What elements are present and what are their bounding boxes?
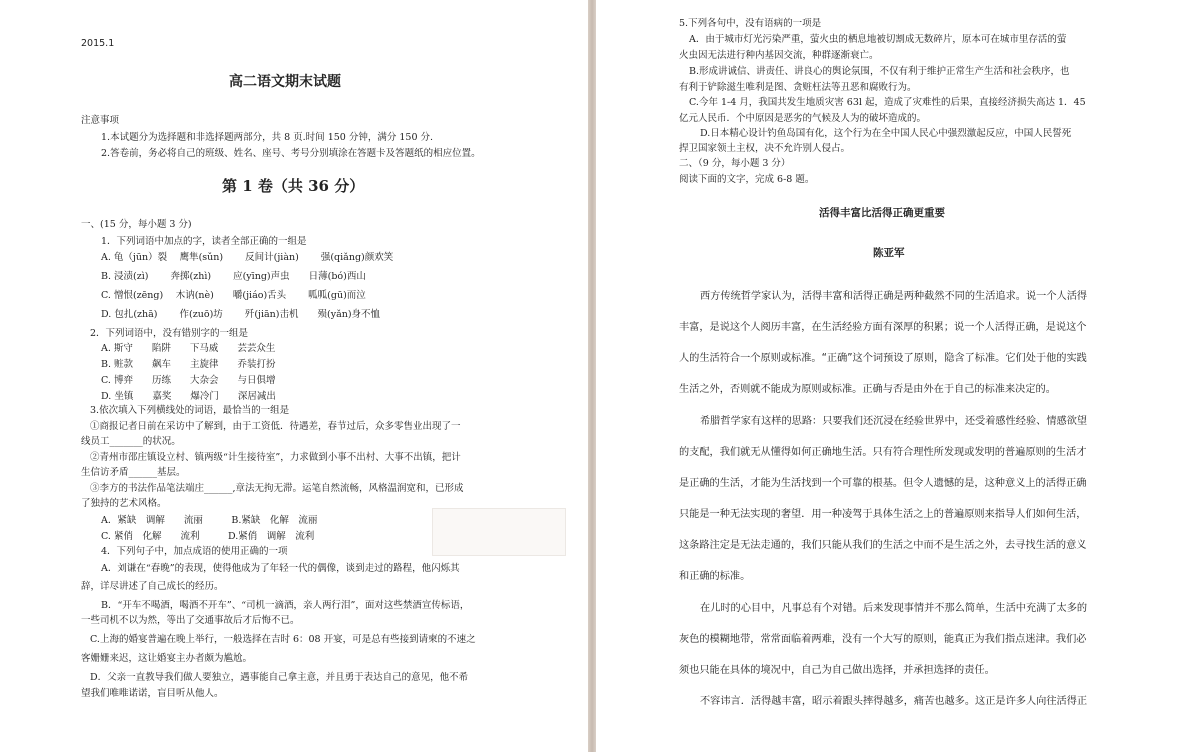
article-line: 是正确的生活，才能为生活找到一个可靠的根基。但令人遗憾的是，这种意义上的活得正确 <box>679 478 1087 489</box>
question-line: ①商报记者日前在采访中了解到，由于工资低．待遇差，春节过后，众多零售业出现了一 <box>90 421 461 432</box>
exam-title: 高二语文期末试题 <box>229 74 341 90</box>
right-page <box>596 0 1179 752</box>
question-stem: 4．下列句子中，加点成语的使用正确的一项 <box>101 546 288 557</box>
article-line: 不容讳言．活得越丰富，昭示着跟头摔得越多，痛苦也越多。这正是许多人向往活得正 <box>700 696 1088 707</box>
reading-instruction: 阅读下面的文字，完成 6-8 题。 <box>679 174 815 185</box>
article-line: 西方传统哲学家认为，活得丰富和活得正确是两种截然不同的生活追求。说一个人活得 <box>700 291 1088 302</box>
article-line: 须也只能在具体的境况中，自己为自己做出选择，并承担选择的责任。 <box>679 665 995 676</box>
section-title: 第 1 卷（共 36 分） <box>222 177 365 195</box>
question-line: 有利于铲除滋生唯利是图、贪赃枉法等丑恶和腐败行为。 <box>679 82 917 93</box>
question-line: 生信访矛盾______基层。 <box>81 467 186 478</box>
question-line: 辞，详尽讲述了自己成长的经历。 <box>81 581 224 592</box>
option-line: A. 龟（jūn）裂 鹰隼(sǔn) 反间计(jiàn) 强(qiǎng)颜欢笑 <box>101 252 394 263</box>
question-stem: 1．下列词语中加点的字，读者全部正确的一组是 <box>101 236 307 247</box>
article-line: 的支配，我们就无从懂得如何正确地生活。只有符合理性所发现或发明的普遍原则的生活才 <box>679 447 1087 458</box>
question-line: ②青州市邵庄镇设立村、镇两级“计生接待室”，力求做到小事不出村、大事不出镇，把计 <box>90 452 461 463</box>
question-line: C.今年 1-4 月，我国共发生地质灾害 63l 起，造成了灾难性的后果，直接经济损失高达 1．45 <box>689 97 1086 108</box>
question-line: 亿元人民币．个中原因是恶劣的气候及人为的破坏造成的。 <box>679 113 927 124</box>
question-line: B．“开车不喝酒，喝酒不开车”、“司机一滴酒，亲人两行泪”，面对这些禁酒宣传标语， <box>101 600 470 611</box>
exam-date: 2015.1 <box>81 38 115 49</box>
part2-header: 二、（9 分，每小题 3 分） <box>679 158 791 169</box>
article-author: 陈亚军 <box>873 247 905 259</box>
left-page <box>0 0 588 752</box>
option-line: B. 浸渍(zì) 奔掷(zhì) 应(yīng)声虫 日薄(bó)西山 <box>101 271 366 282</box>
question-line: D．父亲一直教导我们做人要独立，遇事能自己拿主意，并且勇于表达自己的意见，他不希 <box>90 672 469 683</box>
article-line: 希腊哲学家有这样的思路：只要我们还沉浸在经验世界中，还受着感性经验、情感欲望 <box>700 416 1088 427</box>
question-line: 望我们唯唯诺诺，盲目听从他人。 <box>81 688 224 699</box>
faint-watermark-box <box>432 508 566 556</box>
option-line: C. 憎恨(zēng) 木讷(nè) 嚼(jiáo)舌头 呱呱(gū)而泣 <box>101 290 366 301</box>
option-line: D. 包扎(zhā) 作(zuō)坊 歼(jiān)击机 殒(yǎn)身不恤 <box>101 309 381 320</box>
article-line: 只能是一种无法实现的奢望．用一种凌驾于具体生活之上的普遍原则来指导人们如何生活， <box>679 509 1087 520</box>
question-line: 一些司机不以为然，等出了交通事故后才后悔不已。 <box>81 615 300 626</box>
question-line: D.日本精心设计钓鱼岛国有化，这个行为在全中国人民心中强烈激起反应，中国人民誓死 <box>700 128 1072 139</box>
question-line: ③李方的书法作品笔法端庄______,章法无拘无滞。运笔自然流畅，风格温润宽和，已形成 <box>90 483 464 494</box>
article-line: 丰富，是说这个人阅历丰富，在生活经验方面有深厚的积累；说一个人活得正确，是说这个 <box>679 322 1087 333</box>
question-line: 捍卫国家领土主权，决不允许别人侵占。 <box>679 143 851 154</box>
option-line: A．紧缺 调解 流丽 B.紧缺 化解 流丽 <box>101 515 318 526</box>
option-line: D. 坐镇 嘉奖 爆冷门 深居减出 <box>101 391 276 402</box>
question-stem: 5.下列各句中，没有语病的一项是 <box>679 18 822 29</box>
article-line: 人的生活符合一个原则或标准。“正确”这个词预设了原则，隐含了标准。它们处于他的实践 <box>679 353 1087 364</box>
question-line: 了独持的艺术风格。 <box>81 498 167 509</box>
article-line: 生活之外，否则就不能成为原则或标准。正确与否是由外在于自己的标准来决定的。 <box>679 384 1056 395</box>
article-line: 和正确的标准。 <box>679 571 751 582</box>
notice-heading: 注意事项 <box>81 115 120 126</box>
option-line: C. 紧俏 化解 流利 D.紧俏 调解 流利 <box>101 531 315 542</box>
question-stem: 3.依次填入下列横线处的词语，最恰当的一组是 <box>90 405 290 416</box>
question-line: B.形成讲诚信、讲责任、讲良心的舆论氛围，不仅有利于维护正常生产生活和社会秩序，也 <box>689 66 1070 77</box>
article-line: 在儿时的心目中，凡事总有个对错。后来发现事情并不那么简单，生活中充满了太多的 <box>700 603 1088 614</box>
option-line: C. 博弈 历练 大杂会 与日俱增 <box>101 375 276 386</box>
article-line: 这条路注定是无法走通的，我们只能从我们的生活之中而不是生活之外，去寻找生活的意义 <box>679 540 1087 551</box>
article-line: 灰色的模糊地带，常常面临着两难，没有一个大写的原则，能真正为我们指点迷津。我们必 <box>679 634 1087 645</box>
part1-header: 一、(15 分，每小题 3 分) <box>81 219 192 230</box>
question-line: A．由于城市灯光污染严重，萤火虫的栖息地被切割成无数碎片，原本可在城市里存活的萤 <box>689 34 1067 45</box>
notice-line: 2.答卷前，务必将自己的班级、姓名、座号、考号分别填涂在答题卡及答题纸的相应位置。 <box>101 148 481 159</box>
page-gutter <box>588 0 596 752</box>
question-line: C.上海的婚宴普遍在晚上举行，一般选择在吉时 6：08 开宴，可是总有些接到请柬的不速之 <box>90 634 476 645</box>
question-line: 客姗姗来迟，这让婚宴主办者颇为尴尬。 <box>81 653 253 664</box>
question-line: 线员工_______的状况。 <box>81 436 181 447</box>
option-line: B. 赃款 飙车 主旋律 乔装打扮 <box>101 359 276 370</box>
option-line: A. 斯守 陷阱 下马威 芸芸众生 <box>101 343 276 354</box>
article-title: 活得丰富比活得正确更重要 <box>819 207 945 219</box>
question-line: A．刘谦在“春晚”的表现，使得他成为了年轻一代的偶像，谈到走过的路程，他闪烁其 <box>101 563 460 574</box>
question-line: 火虫因无法进行种内基因交流，种群逐渐衰亡。 <box>679 50 879 61</box>
notice-line: 1.本试题分为选择题和非选择题两部分，共 8 页.时间 150 分钟，满分 150 分. <box>101 132 434 143</box>
question-stem: 2．下列词语中，没有错别字的一组是 <box>90 328 249 339</box>
